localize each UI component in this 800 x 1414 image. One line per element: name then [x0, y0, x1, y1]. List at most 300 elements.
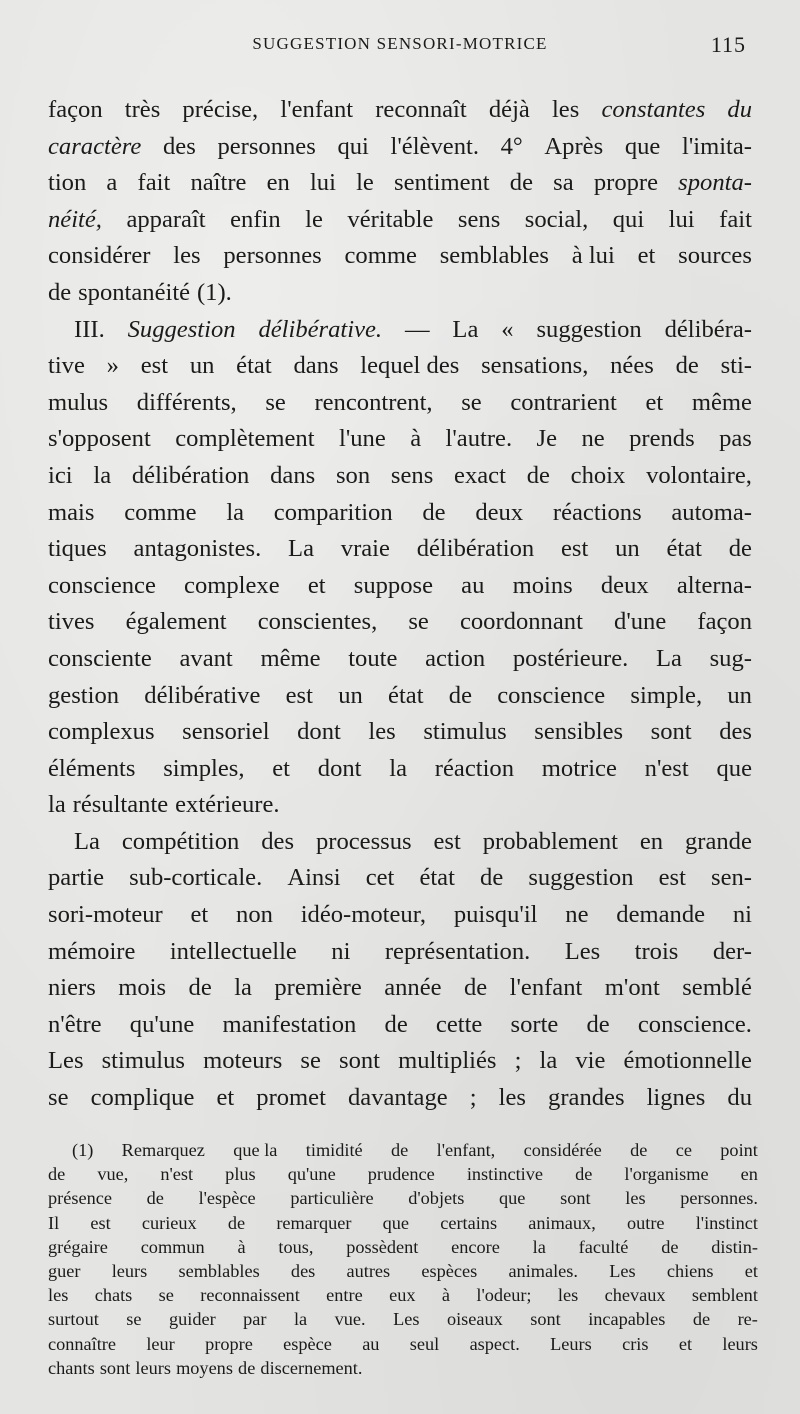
word: sug-	[709, 644, 752, 672]
word: de	[661, 1236, 679, 1257]
word: vraie	[340, 535, 390, 563]
word: qui	[337, 132, 369, 160]
word: antagonistes.	[133, 535, 262, 563]
word: réactions	[552, 498, 642, 526]
word: animaux,	[528, 1212, 596, 1233]
word: animales.	[508, 1260, 578, 1281]
word: »	[106, 352, 119, 380]
word: toute	[348, 644, 398, 672]
word: de	[463, 974, 488, 1002]
word: la	[293, 1309, 308, 1330]
word: de	[575, 1164, 593, 1185]
word: lui	[668, 205, 695, 233]
word: au	[461, 571, 485, 599]
word: incapables	[588, 1309, 666, 1330]
word: sori-moteur	[48, 901, 163, 929]
word: tive	[48, 352, 85, 380]
word: et	[645, 388, 664, 416]
word: volontaire,	[646, 461, 752, 489]
word: Il	[48, 1212, 60, 1233]
word: les	[498, 1084, 526, 1112]
text-line	[48, 604, 752, 641]
word: vue,	[97, 1164, 129, 1185]
word: première	[274, 974, 362, 1002]
word: un	[338, 681, 363, 709]
text-line	[48, 385, 752, 422]
word: semblables	[178, 1260, 260, 1281]
word: les	[173, 242, 201, 270]
text-line	[48, 129, 752, 166]
word: m'ont	[604, 974, 660, 1002]
word: Les	[609, 1260, 636, 1281]
word: au	[362, 1333, 380, 1354]
word: conscience	[48, 571, 156, 599]
word: de	[630, 1140, 648, 1160]
word: commun	[140, 1236, 205, 1257]
word: à	[410, 425, 422, 453]
word: Leurs	[550, 1333, 592, 1354]
word: éléments	[48, 754, 136, 782]
word: dans	[270, 461, 316, 489]
running-title: SUGGESTION SENSORI-MOTRICE	[252, 34, 548, 53]
word: l'organisme	[624, 1164, 709, 1185]
word: Suggestion	[127, 315, 236, 343]
word: des	[162, 132, 196, 160]
word: sont	[650, 718, 692, 746]
word: complique	[90, 1084, 195, 1112]
word: et	[216, 1084, 235, 1112]
word: également	[125, 608, 227, 636]
word: à	[237, 1236, 246, 1257]
word: leurs	[722, 1333, 758, 1354]
word: nées	[610, 352, 654, 380]
word: le	[356, 169, 374, 197]
word: lequel des	[360, 352, 460, 380]
word: remarquer	[276, 1212, 352, 1233]
word: par	[243, 1309, 267, 1330]
word: délibérative	[144, 681, 261, 709]
word: timidité	[305, 1140, 363, 1160]
word: point	[720, 1140, 758, 1160]
word: dont	[317, 754, 362, 782]
word: conscience	[497, 681, 606, 709]
word: vie	[575, 1047, 606, 1075]
word: re-	[737, 1309, 758, 1330]
word: rencontrent,	[314, 388, 433, 416]
word: sensibles	[534, 718, 624, 746]
word: caractère	[48, 132, 142, 160]
word: sources	[678, 242, 752, 270]
word: même	[260, 644, 321, 672]
word: qui	[612, 205, 645, 233]
word: complexe	[184, 571, 280, 599]
word: certains	[440, 1212, 498, 1233]
page-number: 115	[710, 32, 746, 57]
word: se	[461, 388, 482, 416]
word: délibérative.	[258, 315, 383, 343]
text-line	[48, 495, 752, 532]
word: de	[188, 974, 212, 1002]
word: demande	[616, 901, 706, 929]
word: La	[452, 315, 479, 343]
word: état	[236, 352, 272, 380]
word: moyens	[176, 1357, 233, 1378]
word: guer	[48, 1260, 81, 1281]
word: sont	[530, 1309, 561, 1330]
word: et	[272, 754, 291, 782]
word: lui	[309, 169, 336, 197]
word: suggestion	[528, 864, 634, 892]
word: sens	[390, 461, 434, 489]
word: lignes	[646, 1084, 706, 1112]
word: guider	[168, 1309, 216, 1330]
word: moins	[512, 571, 573, 599]
text-line	[48, 641, 752, 678]
word: état	[666, 535, 702, 563]
word: manifestation	[222, 1010, 357, 1038]
word: de	[227, 1212, 246, 1233]
word: de	[422, 498, 446, 526]
text-line	[48, 92, 752, 129]
word: même	[691, 388, 752, 416]
word: semblent	[691, 1285, 758, 1306]
word: encore	[451, 1236, 500, 1257]
word: l'imita-	[682, 132, 752, 160]
word: (1)	[72, 1140, 94, 1160]
word: Je	[536, 425, 558, 453]
word: un	[189, 352, 215, 380]
word: n'est	[160, 1164, 194, 1185]
word: année	[384, 974, 442, 1002]
word: reconnaît	[375, 96, 467, 123]
word: prends	[629, 425, 695, 453]
word: la	[93, 461, 112, 489]
word: «	[501, 315, 514, 343]
word: grande	[684, 827, 752, 855]
footnote-line	[48, 1186, 758, 1210]
word: faculté	[578, 1236, 629, 1257]
word: se	[158, 1285, 174, 1306]
word: un	[727, 681, 752, 709]
word: les	[557, 1285, 579, 1306]
word: mais	[48, 498, 95, 526]
text-line	[48, 1007, 752, 1044]
text-line	[48, 824, 752, 861]
word: se	[300, 1047, 321, 1075]
word: à	[441, 1285, 451, 1306]
word: alterna-	[676, 571, 752, 599]
word: et	[307, 571, 326, 599]
word: son	[335, 461, 371, 489]
word: constantes	[601, 96, 706, 123]
word: gestion	[48, 681, 120, 709]
word: le	[305, 205, 323, 233]
word: instinctive	[466, 1164, 543, 1185]
word: un	[615, 535, 640, 563]
word: sa	[553, 169, 574, 197]
word: der-	[712, 937, 752, 965]
word: idéo-moteur,	[300, 901, 427, 929]
word: sont	[99, 1357, 131, 1378]
word: sensations,	[481, 352, 589, 380]
word: motrice	[541, 754, 617, 782]
word: d'une	[614, 608, 667, 636]
word: trois	[634, 937, 679, 965]
footnote-line	[48, 1138, 758, 1162]
footnote-line	[48, 1332, 758, 1356]
word: consciente	[48, 644, 152, 672]
word: grégaire	[48, 1236, 108, 1257]
word: la	[48, 791, 66, 819]
word: l'espèce	[198, 1188, 256, 1209]
word: —	[404, 315, 430, 343]
word: aspect.	[469, 1333, 520, 1354]
word: avant	[179, 644, 233, 672]
word: du	[727, 96, 752, 123]
word: postérieure.	[512, 644, 629, 672]
text-line	[48, 678, 752, 715]
word: surtout	[48, 1309, 99, 1330]
word: suppose	[353, 571, 433, 599]
word: comme	[124, 498, 197, 526]
word: en	[639, 827, 664, 855]
body-text	[48, 92, 752, 1117]
footnote-line	[48, 1356, 758, 1380]
word: exact	[454, 461, 506, 489]
word: cris	[622, 1333, 649, 1354]
word: que	[624, 132, 661, 160]
word: du	[727, 1084, 752, 1112]
word: l'enfant	[509, 974, 583, 1002]
word: de	[48, 278, 72, 306]
word: semblé	[682, 974, 752, 1002]
word: chats	[94, 1285, 133, 1306]
word: personnes	[217, 132, 316, 160]
text-line	[48, 1080, 752, 1117]
word: La	[655, 644, 682, 672]
word: dans	[293, 352, 339, 380]
word: particulière	[290, 1188, 374, 1209]
word: représentation.	[384, 937, 531, 965]
page-header	[48, 34, 752, 62]
word: sub-corticale.	[129, 864, 263, 892]
word: discernement.	[260, 1357, 363, 1378]
word: mois	[118, 974, 167, 1002]
word: leur	[146, 1333, 175, 1354]
word: (1).	[196, 278, 232, 306]
word: chevaux	[604, 1285, 666, 1306]
word: qu'une	[287, 1164, 336, 1185]
word: III.	[74, 315, 105, 343]
word: cet	[365, 864, 395, 892]
word: propre	[205, 1333, 253, 1354]
word: se	[126, 1309, 142, 1330]
word: compétition	[121, 827, 240, 855]
word: suggestion	[536, 315, 642, 343]
word: d'objets	[408, 1188, 465, 1209]
word: n'être	[48, 1010, 102, 1038]
word: de	[526, 461, 550, 489]
word: contrarient	[510, 388, 617, 416]
text-line	[48, 714, 752, 751]
word: Les	[564, 937, 601, 965]
word: et	[637, 242, 656, 270]
word: non	[236, 901, 273, 929]
word: Les	[393, 1309, 420, 1330]
word: qu'une	[129, 1010, 195, 1038]
word: action	[425, 644, 486, 672]
word: semblables	[439, 242, 549, 270]
word: mulus	[48, 388, 109, 416]
word: l'instinct	[695, 1212, 758, 1233]
word: ici	[48, 461, 73, 489]
text-line	[48, 348, 752, 385]
word: curieux	[141, 1212, 197, 1233]
word: délibération	[416, 535, 535, 563]
word: Ainsi	[287, 864, 341, 892]
word: La	[74, 827, 100, 855]
word: et	[744, 1260, 758, 1281]
word: les	[625, 1188, 646, 1209]
word: tiques	[48, 535, 107, 563]
word: La	[288, 535, 314, 563]
word: la	[389, 754, 408, 782]
word: intellectuelle	[169, 937, 297, 965]
word: coordonnant	[459, 608, 583, 636]
word: ce	[675, 1140, 692, 1160]
word: mémoire	[48, 937, 136, 965]
word: se	[265, 388, 286, 416]
word: personnes	[223, 242, 322, 270]
word: grandes	[548, 1084, 625, 1112]
word: choix	[570, 461, 626, 489]
word: que la	[233, 1140, 278, 1160]
word: sti-	[720, 352, 752, 380]
text-line	[48, 421, 752, 458]
word: différents,	[136, 388, 237, 416]
word: personnes.	[680, 1188, 758, 1209]
word: sponta-	[678, 169, 752, 197]
text-line	[48, 531, 752, 568]
word: l'enfant	[280, 96, 354, 123]
word: complexus	[48, 718, 155, 746]
word: eux	[389, 1285, 416, 1306]
word: prudence	[367, 1164, 435, 1185]
word: enfin	[230, 205, 281, 233]
word: tives	[48, 608, 95, 636]
word: plus	[225, 1164, 256, 1185]
word: pas	[719, 425, 752, 453]
word: puisqu'il	[453, 901, 538, 929]
word: chants	[48, 1357, 95, 1378]
word: sens	[457, 205, 501, 233]
word: Après	[544, 132, 604, 160]
word: social,	[524, 205, 589, 233]
word: fait	[137, 169, 171, 197]
word: 4°	[500, 132, 523, 160]
text-line	[48, 970, 752, 1007]
text-line	[48, 275, 752, 312]
text-line	[48, 458, 752, 495]
footnote-line	[48, 1162, 758, 1186]
word: l'élèvent.	[390, 132, 479, 160]
word: est	[433, 827, 461, 855]
word: naître	[190, 169, 247, 197]
word: de	[675, 352, 699, 380]
word: dont	[297, 718, 341, 746]
word: automa-	[671, 498, 752, 526]
word: déjà	[488, 96, 530, 123]
word: des	[719, 718, 752, 746]
word: de	[586, 1010, 610, 1038]
word: les	[368, 718, 396, 746]
word: distin-	[711, 1236, 758, 1257]
word: comme	[344, 242, 417, 270]
word: la	[226, 498, 245, 526]
word: façon	[697, 608, 752, 636]
word: sentiment	[394, 169, 490, 197]
word: présence	[48, 1188, 112, 1209]
word: ne	[581, 425, 605, 453]
text-line	[48, 202, 752, 239]
word: ;	[514, 1047, 522, 1075]
word: les	[48, 1285, 69, 1306]
word: délibération	[131, 461, 250, 489]
word: stimulus	[101, 1047, 185, 1075]
word: ni	[331, 937, 351, 965]
text-line	[48, 1043, 752, 1080]
word: est	[658, 864, 686, 892]
word: est	[285, 681, 313, 709]
word: spontanéité	[78, 278, 191, 306]
word: la	[234, 974, 252, 1002]
word: se	[48, 1084, 69, 1112]
word: l'autre.	[445, 425, 513, 453]
word: considérée	[523, 1140, 602, 1160]
word: simple,	[630, 681, 703, 709]
word: façon	[48, 96, 103, 123]
text-line	[48, 787, 752, 824]
word: sorte	[510, 1010, 559, 1038]
word: autres	[346, 1260, 391, 1281]
word: l'enfant,	[436, 1140, 496, 1160]
word: de	[238, 1357, 256, 1378]
word: est	[140, 352, 169, 380]
word: des	[290, 1260, 316, 1281]
word: résultante	[72, 791, 169, 819]
word: conscientes,	[257, 608, 378, 636]
word: chiens	[666, 1260, 714, 1281]
word: sont	[560, 1188, 591, 1209]
word: simples,	[163, 754, 245, 782]
footnote-line	[48, 1211, 758, 1235]
word: Remarquez	[121, 1140, 205, 1160]
word: n'est	[644, 754, 689, 782]
word: considérer	[48, 242, 151, 270]
word: des	[261, 827, 295, 855]
text-line	[48, 312, 752, 349]
word: entre	[326, 1285, 363, 1306]
word: de	[48, 1164, 66, 1185]
word: de	[480, 864, 504, 892]
word: en	[266, 169, 290, 197]
word: niers	[48, 974, 96, 1002]
word: que	[716, 754, 752, 782]
word: cette	[435, 1010, 483, 1038]
word: s'opposent	[48, 425, 151, 453]
word: oiseaux	[446, 1309, 503, 1330]
word: la	[532, 1236, 546, 1257]
